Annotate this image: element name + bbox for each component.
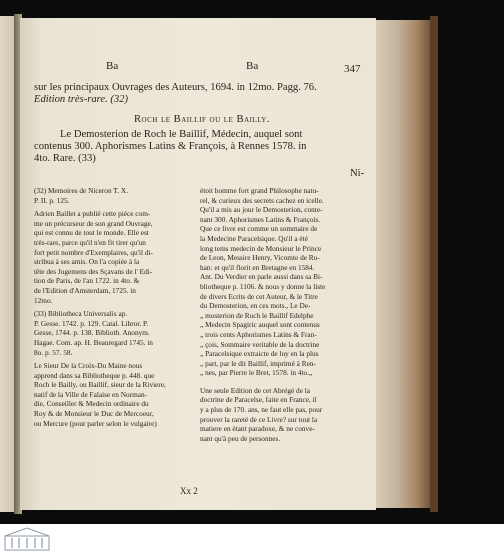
note-line: (33) Bibliotheca Universalis ap.	[34, 309, 128, 319]
note-line: Le Sieur De la Croix-Du Maine nous	[34, 361, 143, 371]
note-line: die, Conseiller & Medecin ordinaire du	[34, 399, 149, 409]
book-page	[20, 18, 376, 510]
note-line: Ant. Du Verdier en parle aussi dans sa Bi-	[200, 272, 323, 282]
note-line: „ Paracelsique extraicte de luy en la plus	[200, 349, 319, 359]
note-line: de Leon, Messire Henry, Vicomte de Ro-	[200, 253, 320, 263]
note-line: tion de Paris, de l'an 1722. in 4to. &	[34, 276, 140, 286]
note-line: qui est connu de tout le monde. Elle est	[34, 228, 149, 238]
note-line: doctrine de Paracelse, faite en France, il	[200, 395, 317, 405]
note-line: de divers Ecrits de cet Auteur, & le Titre	[200, 291, 318, 301]
note-line: Adrien Baillet a publié cette piéce com-	[34, 209, 151, 219]
entry-line: contenus 300. Aphorismes Latins & François, à Rennes 1578. in	[34, 141, 307, 152]
viewer-footer	[0, 524, 504, 554]
note-line: Gesse, 1744. p. 138. Biblioth. Anonym.	[34, 328, 150, 338]
note-line: „ mosterion de Roch le Baillif Edelphe	[200, 310, 314, 320]
page-block-edge	[374, 20, 432, 508]
running-head-center: Ba	[246, 60, 259, 72]
note-line: nant qu'à peu de personnes.	[200, 433, 281, 443]
note-line: „ trois cents Aphorismes Latins & Fran-	[200, 329, 317, 339]
note-line: han: et qu'il florit en Bretagne en 1584.	[200, 262, 315, 272]
note-line: tête des Jugemens des Sçavans de l' Edi-	[34, 266, 153, 276]
note-line: de l'Edition d'Amsterdam, 1725. in	[34, 285, 136, 295]
footnote-column-left	[34, 186, 192, 428]
footnote-column-right	[200, 186, 364, 443]
note-line: (32) Memoires de Niceron T. X.	[34, 186, 128, 195]
note-line: „ Medecin Spagiric auquel sont contenus	[200, 320, 320, 330]
note-line: ou Mercure (pour parler selon le vulgaire)	[34, 418, 157, 428]
signature-mark: Xx 2	[180, 486, 198, 496]
note-line: natif de la Ville de Falaise en Norman-	[34, 389, 148, 399]
note-line: matiere en étant paradoxe, & ne conve-	[200, 424, 315, 434]
entry-line: 4to. Rare. (33)	[34, 153, 96, 164]
note-line: Roch le Bailly, ou Baillif, sieur de la Riviere,	[34, 380, 166, 390]
note-line: 8o. p. 57. 58.	[34, 347, 73, 357]
note-line: Que ce livre est comme un sommaire de	[200, 224, 318, 234]
note-line: stribua à ses amis. On l'a copiée à la	[34, 257, 140, 267]
page-number: 347	[344, 63, 361, 75]
note-line: bliotheque p. 1106. & nous y donne la liste	[200, 281, 326, 291]
note-line: P. II. p. 125.	[34, 195, 70, 205]
note-line: Une seule Edition de cet Abrégé de la	[200, 385, 311, 395]
running-head-left: Ba	[106, 60, 119, 72]
note-line: 12mo.	[34, 295, 53, 305]
note-line: fort petit nombre d'Exemplaires, qu'il di-	[34, 247, 153, 257]
note-line: me un précurseur de son grand Ouvrage,	[34, 218, 153, 228]
note-line: apprend dans sa Bibliotheque p. 448. que	[34, 370, 155, 380]
note-line: Qu'il a mis au jour le Demosterion, conte-	[200, 205, 323, 215]
note-line: „ çois, Sommaire veritable de la doctrine	[200, 339, 320, 349]
note-line: long tems medecin de Monsieur le Prince	[200, 243, 322, 253]
note-line: „ nes, par Pierre le Bret, 1578. in 4to.„	[200, 368, 313, 378]
note-line: rel, & curieux des secrets cachez en icelle.	[200, 195, 324, 205]
catchword: Ni-	[350, 168, 365, 179]
note-line: étoit homme fort grand Philosophe natu-	[200, 186, 319, 195]
note-line: Roy & de Monsieur le Duc de Mercoeur,	[34, 409, 154, 419]
library-building-icon	[4, 527, 50, 551]
note-line: nant 300. Aphorismes Latins & François.	[200, 214, 321, 224]
note-line: du Demosterion, en ces mots., Le De-	[200, 301, 311, 311]
book-cover-board	[430, 16, 438, 512]
body-line: Edition très-rare. (32)	[34, 94, 129, 105]
note-line: très-rare, parce qu'il n'en fit tirer qu'un	[34, 237, 146, 247]
section-heading: Roch le Baillif ou le Bailly.	[133, 114, 271, 125]
body-line: sur les principaux Ouvrages des Auteurs, 1694. in 12mo. Pagg. 76.	[34, 82, 317, 93]
note-line: la Medecine Paracelsique. Qu'il a été	[200, 233, 308, 243]
entry-line: Le Demosterion de Roch le Baillif, Médecin, auquel sont	[60, 129, 303, 140]
note-line: Hagae. Com. ap. H. Beauregard 1745. in	[34, 337, 153, 347]
note-line: y a plus de 170. ans, ne faut elle pas, pour	[200, 405, 323, 415]
note-line: „ part, par le dit Baillif, imprimé à Ren-	[200, 358, 316, 368]
note-line: P. Gesse. 1742. p. 129. Catal. Libror. P.	[34, 318, 149, 328]
note-line: prouver la rareté de ce Livre? sur tout la	[200, 414, 318, 424]
